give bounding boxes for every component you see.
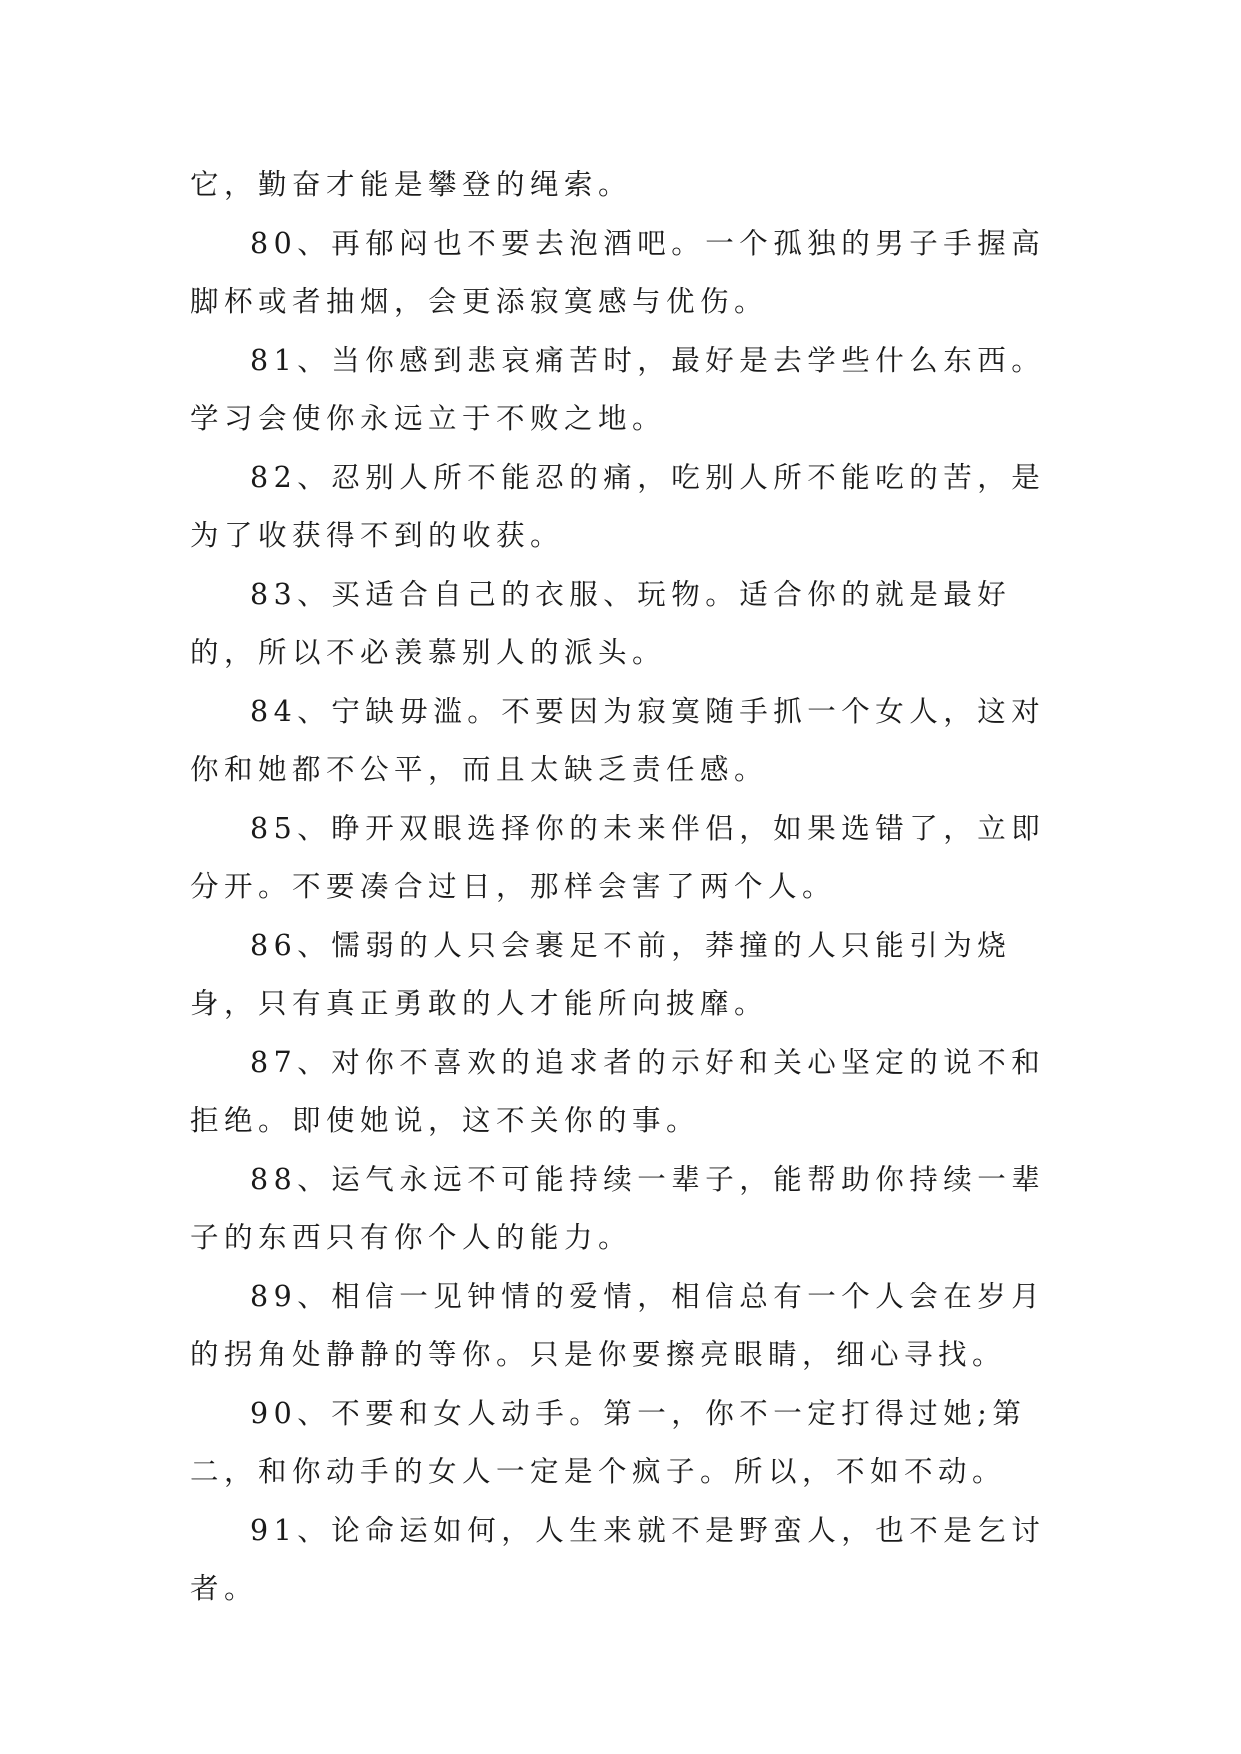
- paragraph-90: 90、不要和女人动手。第一，你不一定打得过她;第二，和你动手的女人一定是个疯子。所以，不如不动。: [190, 1396, 1027, 1488]
- paragraph-81: 81、当你感到悲哀痛苦时，最好是去学些什么东西。学习会使你永远立于不败之地。: [190, 343, 1046, 435]
- paragraph-87: 87、对你不喜欢的追求者的示好和关心坚定的说不和拒绝。即使她说，这不关你的事。: [190, 1045, 1046, 1137]
- paragraph-88: 88、运气永远不可能持续一辈子，能帮助你持续一辈子的东西只有你个人的能力。: [190, 1162, 1046, 1254]
- paragraph-83: 83、买适合自己的衣服、玩物。适合你的就是最好的，所以不必羡慕别人的派头。: [190, 577, 1012, 669]
- paragraph-80: 80、再郁闷也不要去泡酒吧。一个孤独的男子手握高脚杯或者抽烟，会更添寂寞感与优伤。: [190, 226, 1046, 318]
- paragraph-89: 89、相信一见钟情的爱情，相信总有一个人会在岁月的拐角处静静的等你。只是你要擦亮眼睛，细心寻找。: [190, 1279, 1046, 1371]
- paragraph-84: 84、宁缺毋滥。不要因为寂寞随手抓一个女人，这对你和她都不公平，而且太缺乏责任感。: [190, 694, 1046, 786]
- paragraph-86: 86、懦弱的人只会裹足不前，莽撞的人只能引为烧身，只有真正勇敢的人才能所向披靡。: [190, 928, 1012, 1020]
- paragraph-85: 85、睁开双眼选择你的未来伴侣，如果选错了，立即分开。不要凑合过日，那样会害了两个人。: [190, 811, 1046, 903]
- paragraph-0: 它，勤奋才能是攀登的绳索。: [190, 168, 633, 201]
- paragraph-82: 82、忍别人所不能忍的痛，吃别人所不能吃的苦，是为了收获得不到的收获。: [190, 460, 1046, 552]
- paragraph-91: 91、论命运如何，人生来就不是野蛮人，也不是乞讨者。: [190, 1513, 1046, 1605]
- document-body: [190, 156, 1060, 1619]
